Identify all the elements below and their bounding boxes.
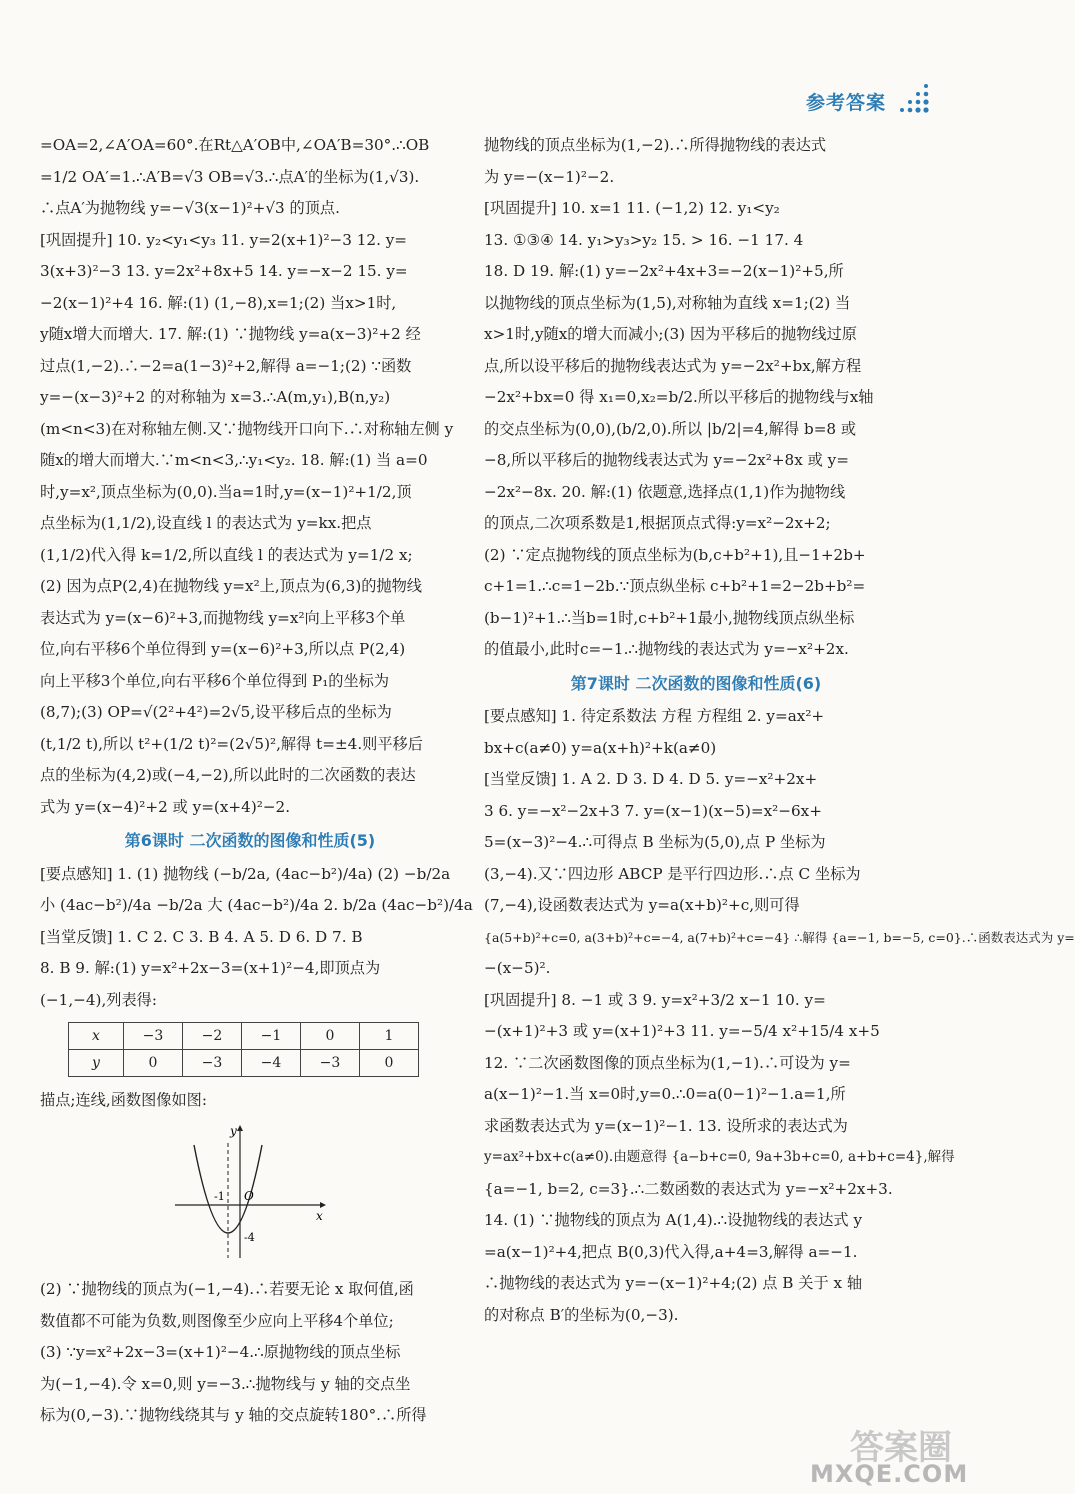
table-cell: x [69,1023,124,1050]
table-cell: −3 [301,1050,360,1077]
header-title: 参考答案 [806,92,887,114]
text-line: 的值最小,此时c=−1.∴抛物线的表达式为 y=−x²+2x. [484,640,849,658]
text-line: 13. ①③④ 14. y₁>y₃>y₂ 15. > 16. −1 17. 4 [484,230,804,249]
section-7-title: 第7课时 二次函数的图像和性质(6) [570,673,822,693]
origin-label: O [244,1188,254,1203]
table-cell: 0 [360,1050,419,1077]
left-column [40,130,473,1432]
text-line: ∴抛物线的表达式为 y=−(x−1)²+4;(2) 点 B 关于 x 轴 [484,1274,863,1292]
text-line: 数值都不可能为负数,则图像至少应向上平移4个单位; [40,1311,394,1330]
text-line: −(x+1)²+3 或 y=(x+1)²+3 11. y=−5/4 x²+15/4 x+5 [484,1022,880,1040]
text-line: −8,所以平移后的抛物线表达式为 y=−2x²+8x 或 y= [484,451,849,469]
text-line: 点坐标为(1,1/2),设直线 l 的表达式为 y=kx.把点 [40,514,372,532]
text-line: 的对称点 B′的坐标为(0,−3). [484,1305,679,1324]
text-line: 式为 y=(x−4)²+2 或 y=(x+4)²−2. [40,797,291,816]
table-cell: 0 [301,1023,360,1050]
text-line: 过点(1,−2).∴−2=a(1−3)²+2,解得 a=−1;(2) ∵函数 [40,356,412,375]
text-line: (m<n<3)在对称轴左侧.又∵抛物线开口向下.∴对称轴左侧 y [40,419,454,438]
watermark [810,1420,990,1490]
table-cell: 1 [360,1023,419,1050]
text-line: (−1,−4),列表得: [40,990,157,1009]
text-line: 随x的增大而增大.∵m<n<3,∴y₁<y₂. 18. 解:(1) 当 a=0 [40,451,428,469]
text-line: 时,y=x²,顶点坐标为(0,0).当a=1时,y=(x−1)²+1/2,顶 [40,482,412,501]
text-line: 点的坐标为(4,2)或(−4,−2),所以此时的二次函数的表达 [40,766,416,784]
section-6-title: 第6课时 二次函数的图像和性质(5) [124,831,376,850]
text-line: c+1=1.∴c=1−2b.∵顶点纵坐标 c+b²+1=2−2b+b²= [484,577,866,595]
tick-label-neg4: -4 [244,1230,255,1244]
text-line: (8,7);(3) OP=√(2²+4²)=2√5,设平移后点的坐标为 [40,703,392,721]
watermark-site: MXQE.COM [810,1460,969,1488]
text-line: 表达式为 y=(x−6)²+3,而抛物线 y=x²向上平移3个单 [40,608,406,627]
text-line: 标为(0,−3).∵抛物线绕其与 y 轴的交点旋转180°.∴所得 [40,1406,427,1424]
text-line: =a(x−1)²+4,把点 B(0,3)代入得,a+4=3,解得 a=−1. [484,1242,858,1261]
table-cell: −1 [242,1023,301,1050]
text-line: 3 6. y=−x²−2x+3 7. y=(x−1)(x−5)=x²−6x+ [484,801,822,820]
text-line: (1,1/2)代入得 k=1/2,所以直线 l 的表达式为 y=1/2 x; [40,545,413,564]
text-line: −2x²+bx=0 得 x₁=0,x₂=b/2.所以平移后的抛物线与x轴 [484,388,874,406]
text-line: 小 (4ac−b²)/4a −b/2a 大 (4ac−b²)/4a 2. b/2a (4ac−b²)/4a [40,896,473,914]
text-line: [巩固提升] 10. y₂<y₁<y₃ 11. y=2(x+1)²−3 12. y= [40,230,408,249]
text-line: 12. ∵二次函数图像的顶点坐标为(1,−1).∴可设为 y= [484,1053,851,1072]
text-line: (2) ∵定点抛物线的顶点坐标为(b,c+b²+1),且−1+2b+ [484,545,866,564]
text-line: y=−(x−3)²+2 的对称轴为 x=3.∴A(m,y₁),B(n,y₂) [40,388,391,406]
y-axis-label: y [230,1123,237,1138]
text-line: =OA=2,∠A′OA=60°.在Rt△A′OB中,∠OA′B=30°.∴OB [40,136,430,154]
table-cell: −4 [242,1050,301,1077]
text-line: 14. (1) ∵抛物线的顶点为 A(1,4).∴设抛物线的表达式 y [484,1211,863,1229]
text-line: [当堂反馈] 1. C 2. C 3. B 4. A 5. D 6. D 7. B [40,927,363,946]
text-line: 18. D 19. 解:(1) y=−2x²+4x+3=−2(x−1)²+5,所 [484,262,844,280]
text-line: 为 y=−(x−1)²−2. [484,167,615,186]
parabola-graph [170,1123,330,1263]
text-line: 3(x+3)²−3 13. y=2x²+8x+5 14. y=−x−2 15. y= [40,262,408,280]
table-row [69,1023,419,1050]
text-line: [巩固提升] 10. x=1 11. (−1,2) 12. y₁<y₂ [484,199,780,217]
x-axis-label: x [316,1208,323,1223]
text-line: {a=−1, b=2, c=3}.∴二数函数的表达式为 y=−x²+2x+3. [484,1179,893,1198]
text-line: (2) ∵抛物线的顶点为(−1,−4).∴若要无论 x 取何值,函 [40,1280,414,1298]
text-line: 点,所以设平移后的抛物线表达式为 y=−2x²+bx,解方程 [484,356,862,375]
table-cell: −2 [183,1023,242,1050]
y-axis-arrow-icon [237,1125,243,1131]
tick-label-neg1: -1 [214,1189,225,1203]
right-column [484,130,1075,1331]
text-line: y=ax²+bx+c(a≠0).由题意得 {a−b+c=0, 9a+3b+c=0, a+b+c=4},解得 [484,1149,955,1165]
text-line: 5=(x−3)²−4.∴可得点 B 坐标为(5,0),点 P 坐标为 [484,833,826,851]
text-line: [当堂反馈] 1. A 2. D 3. D 4. D 5. y=−x²+2x+ [484,770,818,788]
text-line: {a(5+b)²+c=0, a(3+b)²+c=−4, a(7+b)²+c=−4} ∴解得 {a=−1, b=−5, c=0}.∴函数表达式为 y= [484,929,1075,945]
text-line: (t,1/2 t),所以 t²+(1/2 t)²=(2√5)²,解得 t=±4.则平移后 [40,734,423,753]
text-line: −2x²−8x. 20. 解:(1) 依题意,选择点(1,1)作为抛物线 [484,482,846,501]
watermark-logo: 答案圈 [850,1428,952,1468]
text-line: a(x−1)²−1.当 x=0时,y=0.∴0=a(0−1)²−1.a=1,所 [484,1085,846,1103]
text-line: −2(x−1)²+4 16. 解:(1) (1,−8),x=1;(2) 当x>1时, [40,293,397,312]
dot-pattern-icon [892,80,992,120]
x-axis-arrow-icon [320,1202,326,1208]
left-intro [40,130,460,823]
table-cell: −3 [183,1050,242,1077]
table-row [69,1050,419,1077]
text-line: 向上平移3个单位,向右平移6个单位得到 P₁的坐标为 [40,671,390,690]
text-line: [要点感知] 1. (1) 抛物线 (−b/2a, (4ac−b²)/4a) (2) −b/2a [40,864,451,883]
value-table [68,1022,419,1077]
text-line: 以抛物线的顶点坐标为(1,5),对称轴为直线 x=1;(2) 当 [484,293,851,312]
text-line: bx+c(a≠0) y=a(x+h)²+k(a≠0) [484,738,717,757]
text-line: ∴点A′为抛物线 y=−√3(x−1)²+√3 的顶点. [40,199,340,217]
text-line: (b−1)²+1.∴当b=1时,c+b²+1最小,抛物线顶点纵坐标 [484,608,855,627]
text-line: (2) 因为点P(2,4)在抛物线 y=x²上,顶点为(6,3)的抛物线 [40,577,422,595]
text-line: (7,−4),设函数表达式为 y=a(x+b)²+c,则可得 [484,896,800,914]
page-header [0,0,1000,120]
text-line: −(x−5)². [484,959,551,977]
text-line: 位,向右平移6个单位得到 y=(x−6)²+3,所以点 P(2,4) [40,640,406,658]
text-line: =1/2 OA′=1.∴A′B=√3 OB=√3.∴点A′的坐标为(1,√3). [40,167,420,186]
text-line: x>1时,y随x的增大而减小;(3) 因为平移后的抛物线过原 [484,325,857,343]
text-line: (3,−4).又∵四边形 ABCP 是平行四边形.∴点 C 坐标为 [484,864,861,883]
text-line: 抛物线的顶点坐标为(1,−2).∴所得抛物线的表达式 [484,136,827,154]
graph-caption: 描点;连线,函数图像如图: [40,1091,207,1109]
table-cell: 0 [124,1050,183,1077]
text-line: (3) ∵y=x²+2x−3=(x+1)²−4.∴原抛物线的顶点坐标 [40,1343,401,1361]
text-line: 求函数表达式为 y=(x−1)²−1. 13. 设所求的表达式为 [484,1116,848,1135]
text-line: 的交点坐标为(0,0),(b/2,0).所以 |b/2|=4,解得 b=8 或 [484,419,857,438]
table-cell: −3 [124,1023,183,1050]
text-line: 8. B 9. 解:(1) y=x²+2x−3=(x+1)²−4,即顶点为 [40,959,381,977]
table-cell: y [69,1050,124,1077]
text-line: 的顶点,二次项系数是1,根据顶点式得:y=x²−2x+2; [484,514,831,532]
text-line: [要点感知] 1. 待定系数法 方程 方程组 2. y=ax²+ [484,707,825,725]
text-line: 为(−1,−4).令 x=0,则 y=−3.∴抛物线与 y 轴的交点坐 [40,1374,411,1393]
text-line: y随x增大而增大. 17. 解:(1) ∵抛物线 y=a(x−3)²+2 经 [40,325,421,343]
text-line: [巩固提升] 8. −1 或 3 9. y=x²+3/2 x−1 10. y= [484,990,826,1009]
